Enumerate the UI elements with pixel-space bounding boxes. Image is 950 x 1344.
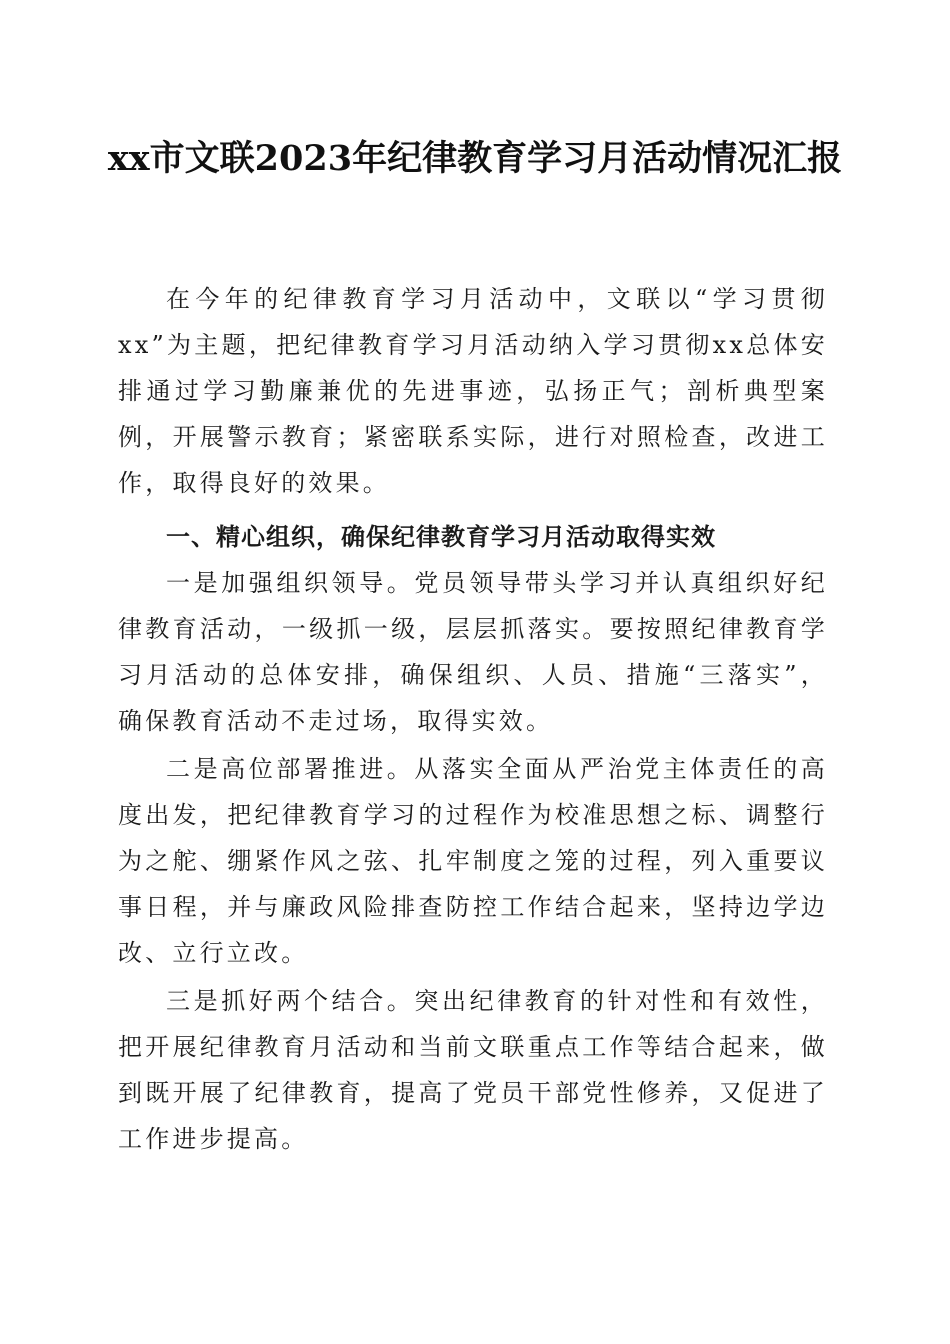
point-paragraph-1 [118,560,828,744]
point-lead-2: 二是高位部署推进。 [166,755,415,783]
point-body-3: 突出纪律教育的针对性和有效性，把开展纪律教育月活动和当前文联重点工作等结合起来，做到既开展了纪律教育，提高了党员干部党性修养，又促进了工作进步提高。 [118,987,828,1153]
point-lead-3: 三是抓好两个结合。 [166,987,415,1015]
document-title: xx市文联2023年纪律教育学习月活动情况汇报 [107,138,843,179]
point-body-2: 从落实全面从严治党主体责任的高度出发，把纪律教育学习的过程作为校准思想之标、调整行为之舵、绷紧作风之弦、扎牢制度之笼的过程，列入重要议事日程，并与廉政风险排查防控工作结合起来，坚持边学边改、立行立改。 [118,755,828,967]
point-paragraph-3 [118,978,828,1162]
point-paragraph-2 [118,746,828,976]
intro-paragraph: 在今年的纪律教育学习月活动中，文联以“学习贯彻xx”为主题，把纪律教育学习月活动纳入学习贯彻xx总体安排通过学习勤廉兼优的先进事迹，弘扬正气；剖析典型案例，开展警示教育；紧密联系实际，进行对照检查，改进工作，取得良好的效果。 [118,285,828,497]
point-body-1: 党员领导带头学习并认真组织好纪律教育活动，一级抓一级，层层抓落实。要按照纪律教育学习月活动的总体安排，确保组织、人员、措施“三落实”，确保教育活动不走过场，取得实效。 [118,569,828,735]
point-lead-1: 一是加强组织领导。 [166,569,415,597]
document-body [118,276,828,1162]
section-heading-1: 一、精心组织，确保纪律教育学习月活动取得实效 [166,523,716,551]
